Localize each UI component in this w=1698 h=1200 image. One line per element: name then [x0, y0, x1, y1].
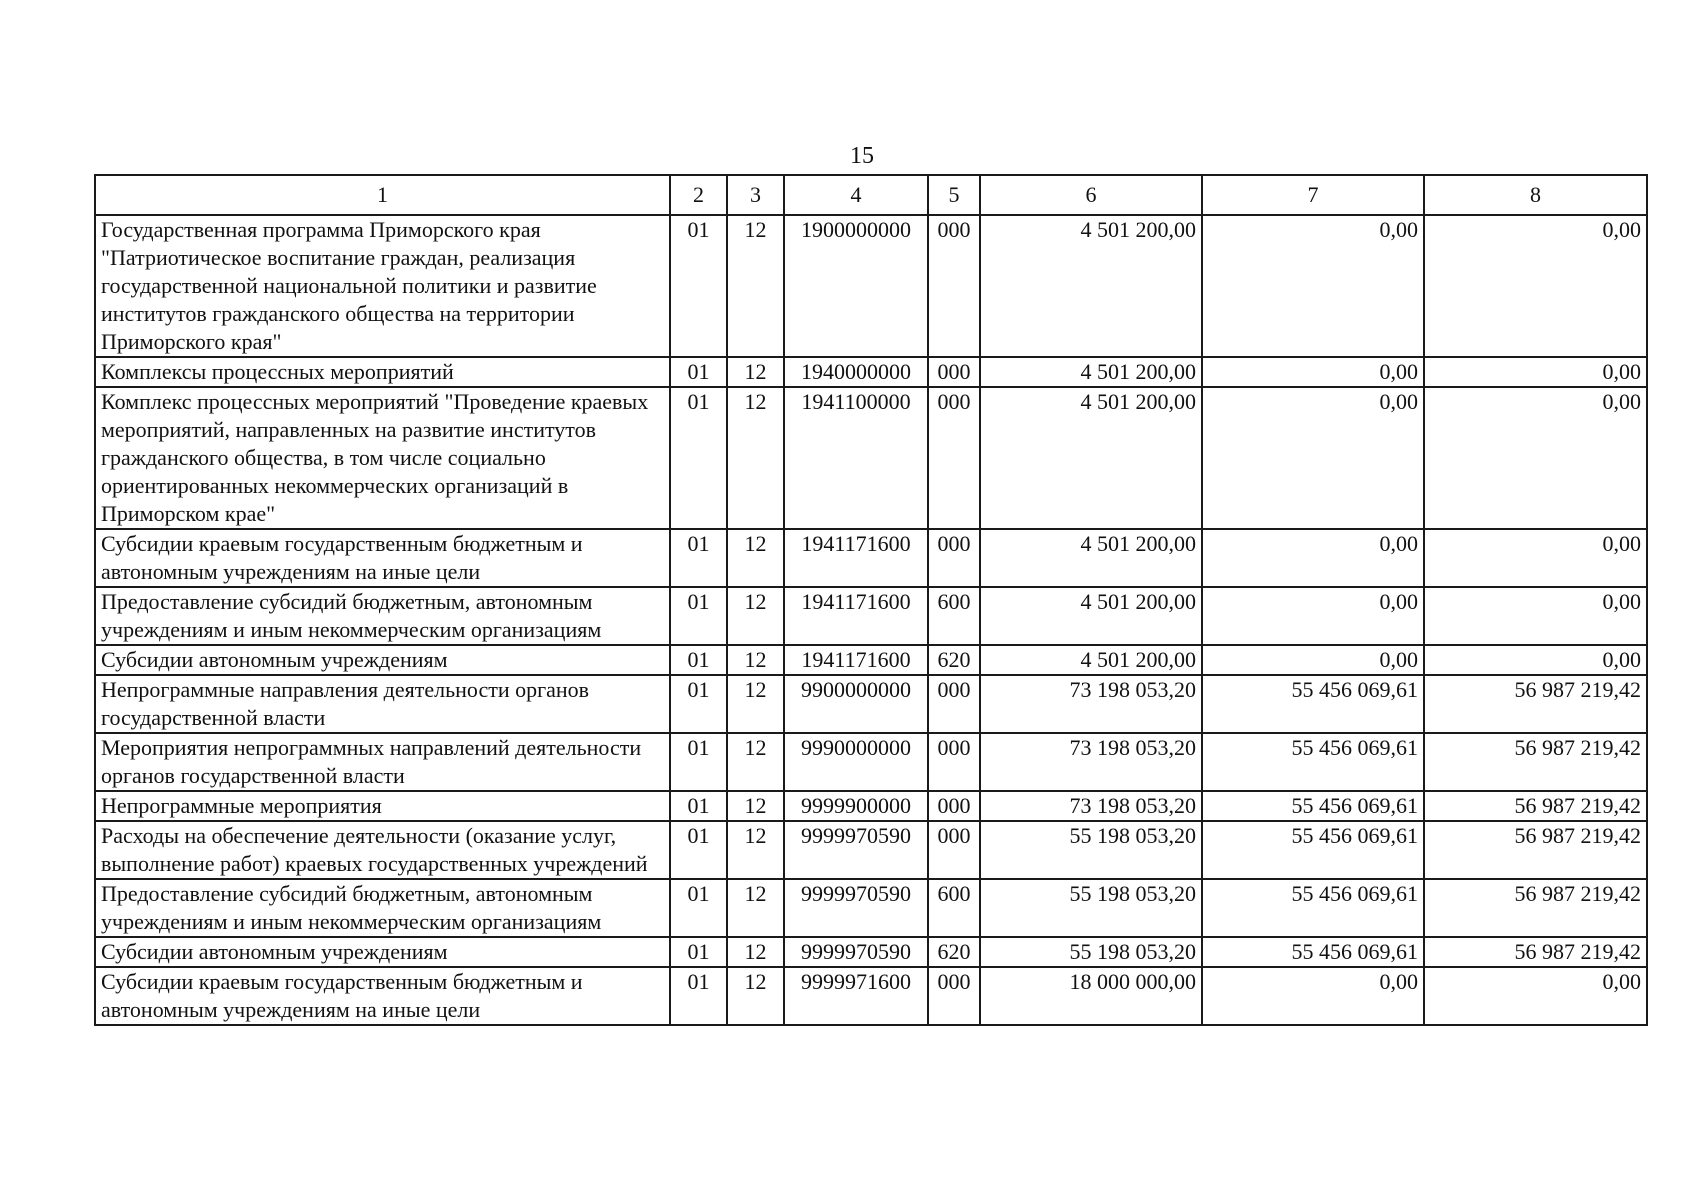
row-target-article: 1941171600 [784, 529, 928, 587]
row-amount-year-1: 4 501 200,00 [980, 387, 1202, 529]
row-amount-year-3: 0,00 [1424, 357, 1647, 387]
row-amount-year-2: 0,00 [1202, 357, 1424, 387]
row-amount-year-2: 55 456 069,61 [1202, 821, 1424, 879]
row-subsection-code: 12 [727, 529, 784, 587]
row-amount-year-3: 0,00 [1424, 645, 1647, 675]
row-subsection-code: 12 [727, 821, 784, 879]
row-name: Непрограммные направления деятельности органов государственной власти [95, 675, 670, 733]
row-amount-year-2: 55 456 069,61 [1202, 675, 1424, 733]
row-amount-year-1: 55 198 053,20 [980, 879, 1202, 937]
table-row [95, 733, 1647, 791]
row-subsection-code: 12 [727, 879, 784, 937]
row-subsection-code: 12 [727, 587, 784, 645]
row-expense-type: 000 [928, 357, 980, 387]
table-row [95, 967, 1647, 1025]
row-expense-type: 000 [928, 387, 980, 529]
row-amount-year-1: 18 000 000,00 [980, 967, 1202, 1025]
row-expense-type: 600 [928, 587, 980, 645]
row-target-article: 9999970590 [784, 937, 928, 967]
col-header-year-2: 7 [1202, 175, 1424, 215]
col-header-target-article: 4 [784, 175, 928, 215]
row-amount-year-3: 0,00 [1424, 387, 1647, 529]
row-target-article: 9999970590 [784, 879, 928, 937]
row-amount-year-2: 55 456 069,61 [1202, 791, 1424, 821]
row-target-article: 1941100000 [784, 387, 928, 529]
row-section-code: 01 [670, 387, 727, 529]
row-name: Субсидии автономным учреждениям [95, 645, 670, 675]
row-amount-year-3: 0,00 [1424, 587, 1647, 645]
row-name: Мероприятия непрограммных направлений деятельности органов государственной власти [95, 733, 670, 791]
row-subsection-code: 12 [727, 733, 784, 791]
table-row [95, 387, 1647, 529]
row-name: Непрограммные мероприятия [95, 791, 670, 821]
row-name: Субсидии автономным учреждениям [95, 937, 670, 967]
row-subsection-code: 12 [727, 791, 784, 821]
row-expense-type: 000 [928, 529, 980, 587]
col-header-expense-type: 5 [928, 175, 980, 215]
table-row [95, 215, 1647, 357]
row-expense-type: 000 [928, 967, 980, 1025]
row-name: Комплексы процессных мероприятий [95, 357, 670, 387]
table-row [95, 357, 1647, 387]
row-subsection-code: 12 [727, 675, 784, 733]
row-target-article: 1940000000 [784, 357, 928, 387]
row-name: Субсидии краевым государственным бюджетным и автономным учреждениям на иные цели [95, 967, 670, 1025]
row-amount-year-1: 73 198 053,20 [980, 733, 1202, 791]
row-subsection-code: 12 [727, 937, 784, 967]
budget-table [94, 174, 1648, 1026]
row-expense-type: 620 [928, 645, 980, 675]
row-section-code: 01 [670, 675, 727, 733]
col-header-section: 2 [670, 175, 727, 215]
row-name: Субсидии краевым государственным бюджетным и автономным учреждениям на иные цели [95, 529, 670, 587]
row-target-article: 1941171600 [784, 645, 928, 675]
row-expense-type: 000 [928, 791, 980, 821]
row-expense-type: 600 [928, 879, 980, 937]
row-amount-year-1: 55 198 053,20 [980, 821, 1202, 879]
row-amount-year-3: 0,00 [1424, 529, 1647, 587]
row-target-article: 9999970590 [784, 821, 928, 879]
row-target-article: 1941171600 [784, 587, 928, 645]
row-amount-year-3: 56 987 219,42 [1424, 937, 1647, 967]
table-row [95, 879, 1647, 937]
row-section-code: 01 [670, 937, 727, 967]
row-amount-year-2: 0,00 [1202, 529, 1424, 587]
row-amount-year-2: 55 456 069,61 [1202, 879, 1424, 937]
row-subsection-code: 12 [727, 967, 784, 1025]
row-amount-year-3: 56 987 219,42 [1424, 675, 1647, 733]
row-amount-year-3: 56 987 219,42 [1424, 821, 1647, 879]
table-row [95, 645, 1647, 675]
row-amount-year-2: 55 456 069,61 [1202, 937, 1424, 967]
row-target-article: 9990000000 [784, 733, 928, 791]
row-amount-year-2: 55 456 069,61 [1202, 733, 1424, 791]
col-header-year-1: 6 [980, 175, 1202, 215]
row-amount-year-2: 0,00 [1202, 645, 1424, 675]
table-row [95, 821, 1647, 879]
row-subsection-code: 12 [727, 215, 784, 357]
row-amount-year-2: 0,00 [1202, 387, 1424, 529]
row-section-code: 01 [670, 821, 727, 879]
row-target-article: 9999971600 [784, 967, 928, 1025]
row-amount-year-1: 4 501 200,00 [980, 529, 1202, 587]
row-expense-type: 000 [928, 733, 980, 791]
row-amount-year-1: 4 501 200,00 [980, 645, 1202, 675]
row-section-code: 01 [670, 733, 727, 791]
row-amount-year-3: 0,00 [1424, 215, 1647, 357]
row-name: Расходы на обеспечение деятельности (оказание услуг, выполнение работ) краевых государственных учреждений [95, 821, 670, 879]
row-amount-year-1: 55 198 053,20 [980, 937, 1202, 967]
table-row [95, 587, 1647, 645]
row-section-code: 01 [670, 357, 727, 387]
row-expense-type: 620 [928, 937, 980, 967]
row-subsection-code: 12 [727, 387, 784, 529]
row-target-article: 9900000000 [784, 675, 928, 733]
row-amount-year-3: 56 987 219,42 [1424, 791, 1647, 821]
row-amount-year-2: 0,00 [1202, 215, 1424, 357]
page-number: 15 [850, 143, 874, 169]
row-subsection-code: 12 [727, 645, 784, 675]
row-section-code: 01 [670, 791, 727, 821]
row-amount-year-2: 0,00 [1202, 587, 1424, 645]
table-row [95, 529, 1647, 587]
row-amount-year-3: 56 987 219,42 [1424, 733, 1647, 791]
row-name: Предоставление субсидий бюджетным, автономным учреждениям и иным некоммерческим организациям [95, 587, 670, 645]
row-subsection-code: 12 [727, 357, 784, 387]
col-header-subsection: 3 [727, 175, 784, 215]
row-section-code: 01 [670, 587, 727, 645]
row-expense-type: 000 [928, 215, 980, 357]
header-row [95, 175, 1647, 215]
table-row [95, 675, 1647, 733]
row-target-article: 9999900000 [784, 791, 928, 821]
table-row [95, 791, 1647, 821]
table-row [95, 937, 1647, 967]
row-section-code: 01 [670, 645, 727, 675]
row-amount-year-3: 0,00 [1424, 967, 1647, 1025]
row-target-article: 1900000000 [784, 215, 928, 357]
row-amount-year-1: 4 501 200,00 [980, 357, 1202, 387]
row-name: Предоставление субсидий бюджетным, автономным учреждениям и иным некоммерческим организациям [95, 879, 670, 937]
col-header-name: 1 [95, 175, 670, 215]
col-header-year-3: 8 [1424, 175, 1647, 215]
row-amount-year-3: 56 987 219,42 [1424, 879, 1647, 937]
row-amount-year-1: 73 198 053,20 [980, 791, 1202, 821]
row-section-code: 01 [670, 879, 727, 937]
row-section-code: 01 [670, 215, 727, 357]
row-amount-year-1: 4 501 200,00 [980, 587, 1202, 645]
row-section-code: 01 [670, 967, 727, 1025]
row-expense-type: 000 [928, 821, 980, 879]
row-expense-type: 000 [928, 675, 980, 733]
row-amount-year-1: 73 198 053,20 [980, 675, 1202, 733]
row-name: Государственная программа Приморского края "Патриотическое воспитание граждан, реализация государственной национальной политики и развитие институтов гражданского общества на территории Приморского края" [95, 215, 670, 357]
row-name: Комплекс процессных мероприятий "Проведение краевых мероприятий, направленных на развитие институтов гражданского общества, в том числе социально ориентированных некоммерческих организаций в Приморском крае" [95, 387, 670, 529]
row-amount-year-2: 0,00 [1202, 967, 1424, 1025]
row-amount-year-1: 4 501 200,00 [980, 215, 1202, 357]
row-section-code: 01 [670, 529, 727, 587]
